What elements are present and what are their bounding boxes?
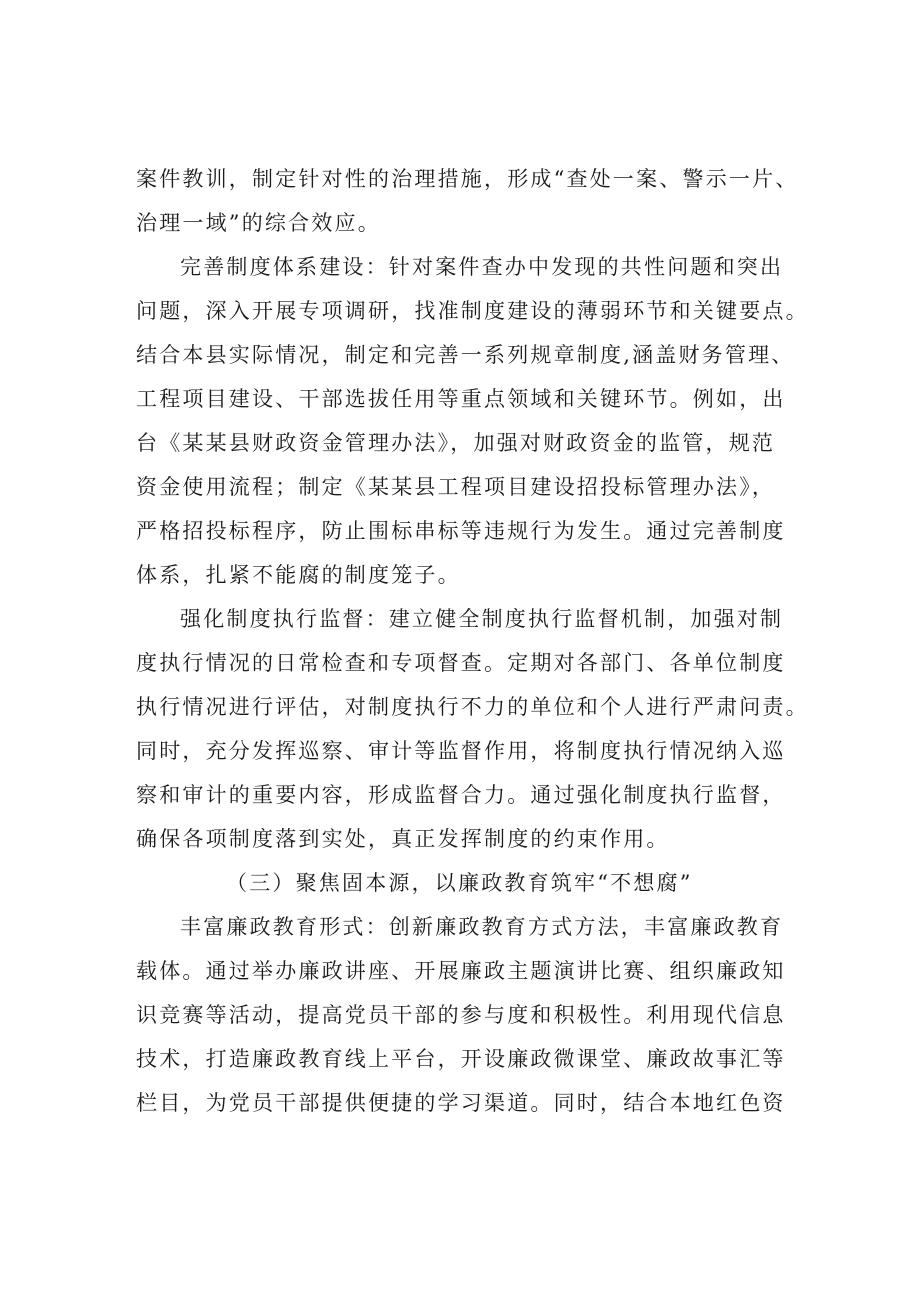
text-line: 严格招投标程序，防止围标串标等违规行为发生。通过完善制度	[136, 519, 786, 543]
text-line: 工程项目建设、干部选拔任用等重点领域和关键环节。例如，出	[136, 387, 786, 411]
text-line: 执行情况进行评估，对制度执行不力的单位和个人进行严肃问责。	[136, 695, 809, 719]
text-line: 察和审计的重要内容，形成监督合力。通过强化制度执行监督，	[136, 783, 786, 807]
text-line: 同时，充分发挥巡察、审计等监督作用，将制度执行情况纳入巡	[136, 739, 786, 763]
text-line: 识竞赛等活动，提高党员干部的参与度和积极性。利用现代信息	[136, 1003, 786, 1027]
text-line: 栏目，为党员干部提供便捷的学习渠道。同时，结合本地红色资	[136, 1091, 786, 1115]
text-line: 度执行情况的日常检查和专项督查。定期对各部门、各单位制度	[136, 651, 786, 675]
text-line: 体系，扎紧不能腐的制度笼子。	[136, 563, 461, 587]
text-line: 治理一域”的综合效应。	[136, 211, 381, 235]
text-line: 台《某某县财政资金管理办法》，加强对财政资金的监管，规范	[136, 431, 776, 455]
paragraph-first-line: 强化制度执行监督：建立健全制度执行监督机制，加强对制	[180, 607, 784, 631]
text-line: 确保各项制度落到实处，真正发挥制度的约束作用。	[136, 827, 670, 851]
text-line: 问题，深入开展专项调研，找准制度建设的薄弱环节和关键要点。	[136, 299, 809, 323]
text-line: 资金使用流程；制定《某某县工程项目建设招投标管理办法》，	[136, 475, 776, 499]
text-line: 案件教训，制定针对性的治理措施，形成“查处一案、警示一片、	[136, 167, 799, 191]
text-line: 结合本县实际情况，制定和完善一系列规章制度,涵盖财务管理、	[136, 343, 795, 367]
text-line: 载体。通过举办廉政讲座、开展廉政主题演讲比赛、组织廉政知	[136, 959, 786, 983]
section-heading: （三）聚焦固本源，以廉政教育筑牢“不想腐”	[226, 871, 693, 895]
paragraph-first-line: 丰富廉政教育形式：创新廉政教育方式方法，丰富廉政教育	[180, 915, 784, 939]
paragraph-first-line: 完善制度体系建设：针对案件查办中发现的共性问题和突出	[180, 255, 784, 279]
text-line: 技术，打造廉政教育线上平台，开设廉政微课堂、廉政故事汇等	[136, 1047, 786, 1071]
